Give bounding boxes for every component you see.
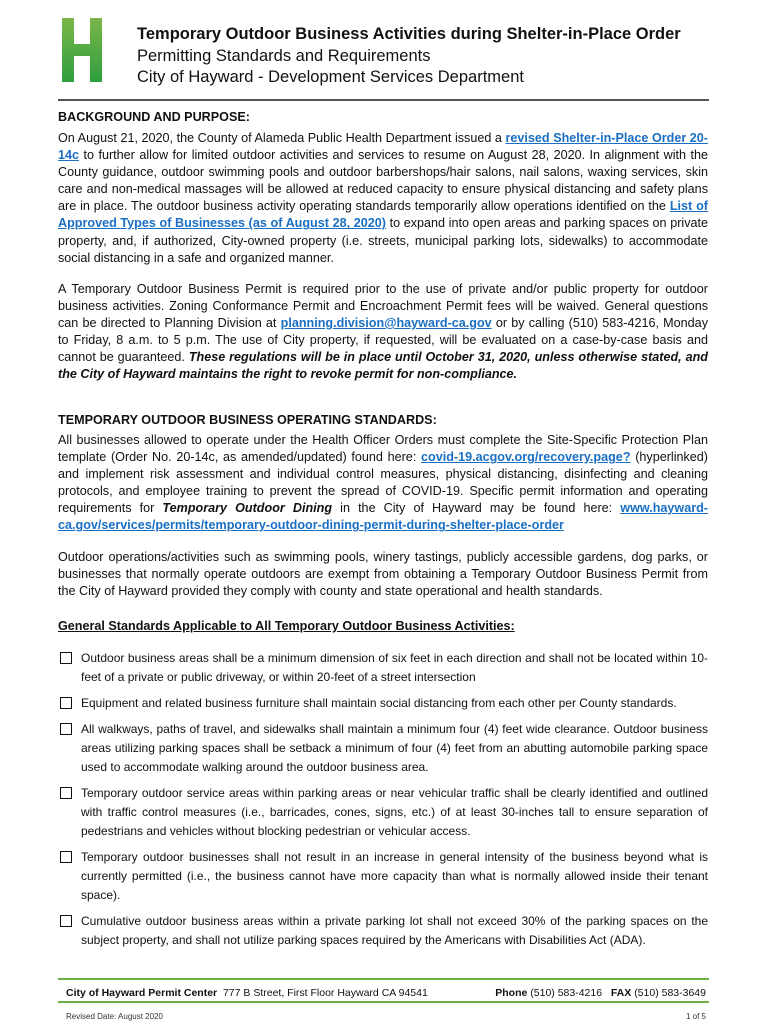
background-section bbox=[58, 109, 708, 383]
planning-email-link[interactable]: planning.division@hayward-ca.gov bbox=[280, 315, 492, 330]
checklist-item bbox=[58, 912, 708, 950]
text: Temporary outdoor service areas within parking areas or near vehicular traffic shall be clearly identified and outlined with traffic control measures (i.e., barricades, cones, signs, etc.) of at least 30-inches tall to ensure separation of pedestrians and vehicles without blocking pedestrian or vehicular access. bbox=[81, 785, 708, 838]
checkbox-icon[interactable] bbox=[60, 697, 72, 709]
text: Outdoor business areas shall be a minimum dimension of six feet in each direction and shall not be located within 10-feet of a private or public driveway, or within 20-feet of a street intersection bbox=[81, 650, 708, 684]
city-of-hayward-logo bbox=[62, 18, 102, 82]
page-number: 1 of 5 bbox=[685, 1012, 706, 1021]
standards-checklist bbox=[58, 649, 708, 950]
text: or by calling (510) 583-4216, Monday to Friday, 8 a.m. to 5 p.m. The use of City property, if requested, will be evaluated on a case-by-case basis and cannot be guaranteed. bbox=[58, 315, 708, 365]
footer-divider-top bbox=[58, 978, 709, 980]
background-heading: BACKGROUND AND PURPOSE: bbox=[58, 110, 250, 124]
footer-divider-bottom bbox=[58, 1001, 709, 1003]
outdoor-dining-permit-link[interactable]: www.hayward-ca.gov/services/permits/temporary-outdoor-dining-permit-during-shelter-place-order bbox=[58, 501, 708, 533]
checklist-item bbox=[58, 784, 708, 841]
checkbox-icon[interactable] bbox=[60, 652, 72, 664]
revised-order-link[interactable]: revised Shelter-in-Place Order 20-14c bbox=[58, 131, 708, 163]
text: Temporary outdoor businesses shall not result in an increase in general intensity of the business beyond what is currently permitted (i.e., the business cannot have more capacity than what is normally allowed inside their tenant space). bbox=[81, 849, 708, 902]
checkbox-icon[interactable] bbox=[60, 723, 72, 735]
department-name: City of Hayward - Development Services Department bbox=[137, 68, 524, 86]
text: A Temporary Outdoor Business Permit is required prior to the use of private and/or public property for outdoor business activities. Zoning Conformance Permit and Encroachment Permit fees will be waived. General questions can be directed to Planning Division at bbox=[58, 281, 708, 330]
checkbox-icon[interactable] bbox=[60, 915, 72, 927]
fax-label: FAX bbox=[610, 987, 632, 999]
checklist-item bbox=[58, 848, 708, 905]
text: in the City of Hayward may be found here: bbox=[332, 501, 621, 516]
fax-number: (510) 583-3649 bbox=[634, 987, 706, 999]
phone-label: Phone bbox=[495, 987, 528, 999]
header-divider bbox=[58, 99, 709, 101]
regulation-notice: These regulations will be in place until October 31, 2020, unless otherwise stated, and the City of Hayward maintains the right to revoke permit for non-compliance. bbox=[58, 350, 708, 382]
revised-date: Revised Date: August 2020 bbox=[66, 1012, 163, 1021]
checkbox-icon[interactable] bbox=[60, 787, 72, 799]
approved-businesses-link[interactable]: List of Approved Types of Businesses (as of August 28, 2020) bbox=[58, 199, 708, 231]
text: to further allow for limited outdoor activities and services to resume on August 28, 2020. In alignment with the County guidance, outdoor swimming pools and outdoor barbershops/hair salons, nail salons, waxing services, skin care and non-medical massages will be allowed at reduced capacity to ensure physical distancing and safety plans are in place. The outdoor business activity operating standards temporarily allow operations identified on the bbox=[58, 148, 708, 214]
text: Equipment and related business furniture shall maintain social distancing from each other per County standards. bbox=[81, 695, 677, 710]
document-subtitle: Permitting Standards and Requirements bbox=[137, 46, 431, 65]
document-title: Temporary Outdoor Business Activities during Shelter-in-Place Order bbox=[137, 25, 681, 43]
outdoor-dining-emphasis: Temporary Outdoor Dining bbox=[162, 501, 333, 516]
text: Cumulative outdoor business areas within a private parking lot shall not exceed 30% of the parking spaces on the subject property, and shall not utilize parking spaces required by the Americans with Disabilities Act (ADA). bbox=[81, 913, 708, 947]
checklist-item bbox=[58, 694, 708, 713]
standards-paragraph-1 bbox=[58, 432, 708, 535]
footer-contact bbox=[66, 987, 706, 999]
standards-paragraph-2: Outdoor operations/activities such as swimming pools, winery tastings, publicly accessible gardens, dog parks, or businesses that normally operate outdoors are exempt from obtaining a Temporary Outdoor Business Permit from the City of Hayward provided they comply with county and state operational and health standards. bbox=[58, 549, 708, 598]
background-paragraph-1 bbox=[58, 130, 708, 267]
text: All businesses allowed to operate under the Health Officer Orders must complete the Site-Specific Protection Plan template (Order No. 20-14c, as amended/updated) found here: bbox=[58, 433, 708, 465]
standards-heading: TEMPORARY OUTDOOR BUSINESS OPERATING STANDARDS: bbox=[58, 413, 437, 427]
document-header bbox=[137, 24, 681, 89]
background-paragraph-2 bbox=[58, 281, 708, 384]
checklist-item bbox=[58, 720, 708, 777]
text: All walkways, paths of travel, and sidewalks shall maintain a minimum four (4) feet wide clearance. Outdoor business areas utilizing parking spaces shall be setback a minimum of four (4) feet from an abutting automobile parking space used to accommodate walking around the outdoor business area. bbox=[81, 721, 708, 774]
text: (hyperlinked) and implement risk assessment and individual control measures, physical distancing, disinfecting and cleaning protocols, and employee training to prevent the spread of COVID-19. Specific permit information and operating requirements for bbox=[58, 450, 708, 516]
footer-address: 777 B Street, First Floor Hayward CA 94541 bbox=[222, 987, 428, 999]
text: to expand into open areas and parking spaces on private property, and, if authorized, City-owned property (i.e. streets, municipal parking lots, sidewalks) to accommodate social distancing in a safe and organized manner. bbox=[58, 216, 709, 265]
footer-org: City of Hayward Permit Center bbox=[66, 987, 218, 999]
standards-section bbox=[58, 412, 708, 957]
text: On August 21, 2020, the County of Alameda Public Health Department issued a bbox=[58, 131, 506, 145]
checkbox-icon[interactable] bbox=[60, 851, 72, 863]
recovery-page-link[interactable]: covid-19.acgov.org/recovery.page? bbox=[421, 450, 631, 465]
checklist-item bbox=[58, 649, 708, 687]
general-standards-heading: General Standards Applicable to All Temporary Outdoor Business Activities: bbox=[58, 618, 515, 633]
phone-number: (510) 583-4216 bbox=[530, 987, 603, 999]
